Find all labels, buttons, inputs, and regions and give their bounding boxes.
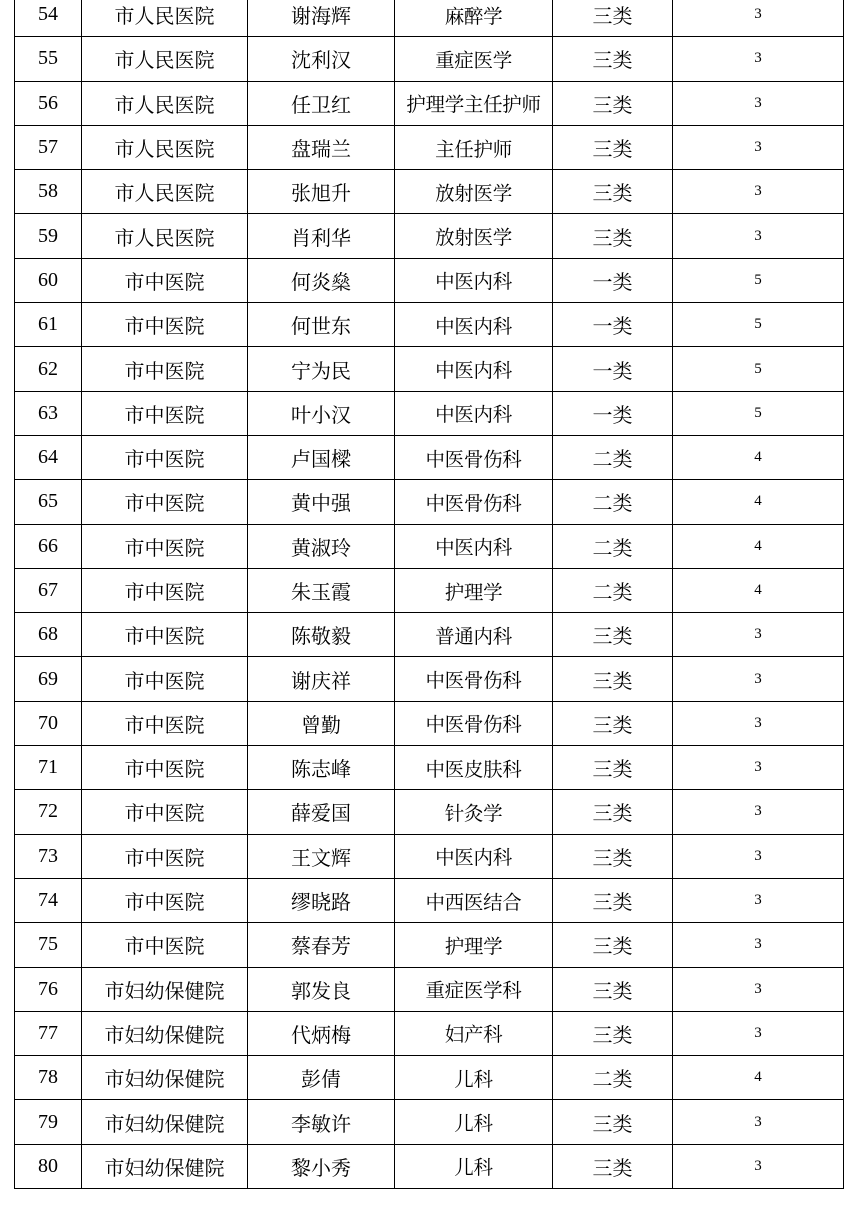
hospital-cell: 市中医院 (82, 480, 248, 524)
hospital-cell: 市中医院 (82, 790, 248, 834)
score-cell: 3 (673, 613, 844, 657)
name-cell: 缪晓路 (248, 878, 395, 922)
category-cell: 二类 (553, 1056, 673, 1100)
name-cell: 任卫红 (248, 81, 395, 125)
table-body (15, 0, 844, 1189)
specialty-cell: 中医骨伤科 (395, 480, 553, 524)
table-row (15, 967, 844, 1011)
name-cell: 宁为民 (248, 347, 395, 391)
category-cell: 三类 (553, 967, 673, 1011)
hospital-cell: 市中医院 (82, 258, 248, 302)
table-row (15, 170, 844, 214)
name-cell: 彭倩 (248, 1056, 395, 1100)
hospital-cell: 市人民医院 (82, 81, 248, 125)
name-cell: 薛爱国 (248, 790, 395, 834)
name-cell: 曾勤 (248, 701, 395, 745)
category-cell: 三类 (553, 790, 673, 834)
specialty-cell: 护理学 (395, 923, 553, 967)
score-cell: 3 (673, 125, 844, 169)
hospital-cell: 市中医院 (82, 435, 248, 479)
category-cell: 三类 (553, 125, 673, 169)
table-row (15, 303, 844, 347)
hospital-cell: 市中医院 (82, 613, 248, 657)
row-number-cell: 57 (15, 125, 82, 169)
hospital-cell: 市中医院 (82, 524, 248, 568)
category-cell: 三类 (553, 657, 673, 701)
row-number-cell: 60 (15, 258, 82, 302)
specialty-cell: 儿科 (395, 1100, 553, 1144)
row-number-cell: 65 (15, 480, 82, 524)
hospital-cell: 市中医院 (82, 834, 248, 878)
table-row (15, 37, 844, 81)
hospital-cell: 市中医院 (82, 878, 248, 922)
score-cell: 4 (673, 1056, 844, 1100)
table-row (15, 746, 844, 790)
score-cell: 5 (673, 347, 844, 391)
name-cell: 黄淑玲 (248, 524, 395, 568)
table-row (15, 125, 844, 169)
score-cell: 5 (673, 303, 844, 347)
score-cell: 4 (673, 480, 844, 524)
category-cell: 三类 (553, 878, 673, 922)
row-number-cell: 78 (15, 1056, 82, 1100)
table-row (15, 834, 844, 878)
table-row (15, 480, 844, 524)
category-cell: 三类 (553, 923, 673, 967)
specialty-cell: 护理学 (395, 568, 553, 612)
hospital-cell: 市中医院 (82, 746, 248, 790)
row-number-cell: 58 (15, 170, 82, 214)
score-cell: 3 (673, 790, 844, 834)
table-row (15, 657, 844, 701)
score-cell: 3 (673, 1011, 844, 1055)
category-cell: 三类 (553, 1144, 673, 1188)
hospital-cell: 市中医院 (82, 303, 248, 347)
category-cell: 二类 (553, 568, 673, 612)
score-cell: 3 (673, 170, 844, 214)
score-cell: 3 (673, 657, 844, 701)
name-cell: 何世东 (248, 303, 395, 347)
row-number-cell: 54 (15, 0, 82, 37)
specialty-cell: 中医骨伤科 (395, 657, 553, 701)
score-cell: 3 (673, 967, 844, 1011)
hospital-cell: 市人民医院 (82, 125, 248, 169)
score-cell: 3 (673, 214, 844, 258)
specialty-cell: 中医皮肤科 (395, 746, 553, 790)
specialty-cell: 妇产科 (395, 1011, 553, 1055)
specialty-cell: 中医骨伤科 (395, 435, 553, 479)
hospital-cell: 市妇幼保健院 (82, 1011, 248, 1055)
name-cell: 沈利汉 (248, 37, 395, 81)
specialty-cell: 重症医学 (395, 37, 553, 81)
hospital-cell: 市妇幼保健院 (82, 1056, 248, 1100)
table-row (15, 1056, 844, 1100)
table-row (15, 258, 844, 302)
category-cell: 一类 (553, 391, 673, 435)
hospital-cell: 市妇幼保健院 (82, 967, 248, 1011)
hospital-cell: 市人民医院 (82, 37, 248, 81)
category-cell: 三类 (553, 1100, 673, 1144)
category-cell: 二类 (553, 480, 673, 524)
table-row (15, 701, 844, 745)
hospital-cell: 市中医院 (82, 657, 248, 701)
row-number-cell: 77 (15, 1011, 82, 1055)
name-cell: 陈志峰 (248, 746, 395, 790)
score-cell: 3 (673, 746, 844, 790)
table-row (15, 435, 844, 479)
category-cell: 三类 (553, 81, 673, 125)
category-cell: 三类 (553, 701, 673, 745)
row-number-cell: 66 (15, 524, 82, 568)
score-cell: 4 (673, 435, 844, 479)
row-number-cell: 72 (15, 790, 82, 834)
hospital-cell: 市人民医院 (82, 0, 248, 37)
name-cell: 肖利华 (248, 214, 395, 258)
category-cell: 三类 (553, 834, 673, 878)
category-cell: 三类 (553, 37, 673, 81)
score-cell: 3 (673, 0, 844, 37)
category-cell: 一类 (553, 303, 673, 347)
category-cell: 三类 (553, 214, 673, 258)
row-number-cell: 74 (15, 878, 82, 922)
specialty-cell: 麻醉学 (395, 0, 553, 37)
score-cell: 3 (673, 701, 844, 745)
name-cell: 李敏许 (248, 1100, 395, 1144)
category-cell: 三类 (553, 746, 673, 790)
score-cell: 5 (673, 258, 844, 302)
table-row (15, 1011, 844, 1055)
name-cell: 盘瑞兰 (248, 125, 395, 169)
table-row (15, 524, 844, 568)
score-cell: 3 (673, 1144, 844, 1188)
specialty-cell: 儿科 (395, 1144, 553, 1188)
name-cell: 黄中强 (248, 480, 395, 524)
score-cell: 3 (673, 37, 844, 81)
specialty-cell: 针灸学 (395, 790, 553, 834)
score-cell: 4 (673, 568, 844, 612)
hospital-cell: 市中医院 (82, 391, 248, 435)
name-cell: 谢庆祥 (248, 657, 395, 701)
score-cell: 3 (673, 923, 844, 967)
row-number-cell: 59 (15, 214, 82, 258)
specialty-cell: 中医内科 (395, 347, 553, 391)
specialty-cell: 主任护师 (395, 125, 553, 169)
name-cell: 代炳梅 (248, 1011, 395, 1055)
table-row (15, 0, 844, 37)
name-cell: 陈敬毅 (248, 613, 395, 657)
hospital-cell: 市中医院 (82, 347, 248, 391)
row-number-cell: 62 (15, 347, 82, 391)
row-number-cell: 75 (15, 923, 82, 967)
table-row (15, 81, 844, 125)
row-number-cell: 70 (15, 701, 82, 745)
hospital-cell: 市中医院 (82, 568, 248, 612)
name-cell: 黎小秀 (248, 1144, 395, 1188)
table-row (15, 1100, 844, 1144)
hospital-cell: 市妇幼保健院 (82, 1144, 248, 1188)
row-number-cell: 56 (15, 81, 82, 125)
table-row (15, 1144, 844, 1188)
category-cell: 三类 (553, 0, 673, 37)
category-cell: 三类 (553, 170, 673, 214)
name-cell: 王文辉 (248, 834, 395, 878)
specialty-cell: 中医内科 (395, 258, 553, 302)
table-row (15, 790, 844, 834)
row-number-cell: 63 (15, 391, 82, 435)
category-cell: 三类 (553, 1011, 673, 1055)
hospital-cell: 市中医院 (82, 923, 248, 967)
score-cell: 3 (673, 1100, 844, 1144)
category-cell: 一类 (553, 347, 673, 391)
table-row (15, 568, 844, 612)
row-number-cell: 68 (15, 613, 82, 657)
row-number-cell: 67 (15, 568, 82, 612)
row-number-cell: 71 (15, 746, 82, 790)
specialty-cell: 中医内科 (395, 303, 553, 347)
table-row (15, 391, 844, 435)
score-cell: 3 (673, 878, 844, 922)
score-cell: 5 (673, 391, 844, 435)
row-number-cell: 69 (15, 657, 82, 701)
specialty-cell: 中西医结合 (395, 878, 553, 922)
hospital-cell: 市人民医院 (82, 170, 248, 214)
name-cell: 何炎燊 (248, 258, 395, 302)
row-number-cell: 79 (15, 1100, 82, 1144)
row-number-cell: 80 (15, 1144, 82, 1188)
specialty-cell: 中医内科 (395, 391, 553, 435)
table-row (15, 214, 844, 258)
category-cell: 一类 (553, 258, 673, 302)
table-row (15, 613, 844, 657)
name-cell: 张旭升 (248, 170, 395, 214)
name-cell: 谢海辉 (248, 0, 395, 37)
hospital-cell: 市中医院 (82, 701, 248, 745)
row-number-cell: 76 (15, 967, 82, 1011)
specialty-cell: 放射医学 (395, 214, 553, 258)
row-number-cell: 61 (15, 303, 82, 347)
specialty-cell: 普通内科 (395, 613, 553, 657)
name-cell: 蔡春芳 (248, 923, 395, 967)
score-cell: 3 (673, 81, 844, 125)
specialty-cell: 中医内科 (395, 834, 553, 878)
table-row (15, 878, 844, 922)
category-cell: 三类 (553, 613, 673, 657)
specialty-cell: 儿科 (395, 1056, 553, 1100)
score-cell: 4 (673, 524, 844, 568)
category-cell: 二类 (553, 524, 673, 568)
specialty-cell: 放射医学 (395, 170, 553, 214)
name-cell: 叶小汉 (248, 391, 395, 435)
specialty-cell: 重症医学科 (395, 967, 553, 1011)
specialty-cell: 中医骨伤科 (395, 701, 553, 745)
name-cell: 郭发良 (248, 967, 395, 1011)
row-number-cell: 64 (15, 435, 82, 479)
hospital-cell: 市妇幼保健院 (82, 1100, 248, 1144)
specialty-cell: 中医内科 (395, 524, 553, 568)
name-cell: 卢国樑 (248, 435, 395, 479)
table-row (15, 347, 844, 391)
name-cell: 朱玉霞 (248, 568, 395, 612)
hospital-cell: 市人民医院 (82, 214, 248, 258)
row-number-cell: 73 (15, 834, 82, 878)
table-row (15, 923, 844, 967)
category-cell: 二类 (553, 435, 673, 479)
specialty-cell: 护理学主任护师 (395, 81, 553, 125)
score-cell: 3 (673, 834, 844, 878)
row-number-cell: 55 (15, 37, 82, 81)
expert-list-table (14, 0, 844, 1189)
